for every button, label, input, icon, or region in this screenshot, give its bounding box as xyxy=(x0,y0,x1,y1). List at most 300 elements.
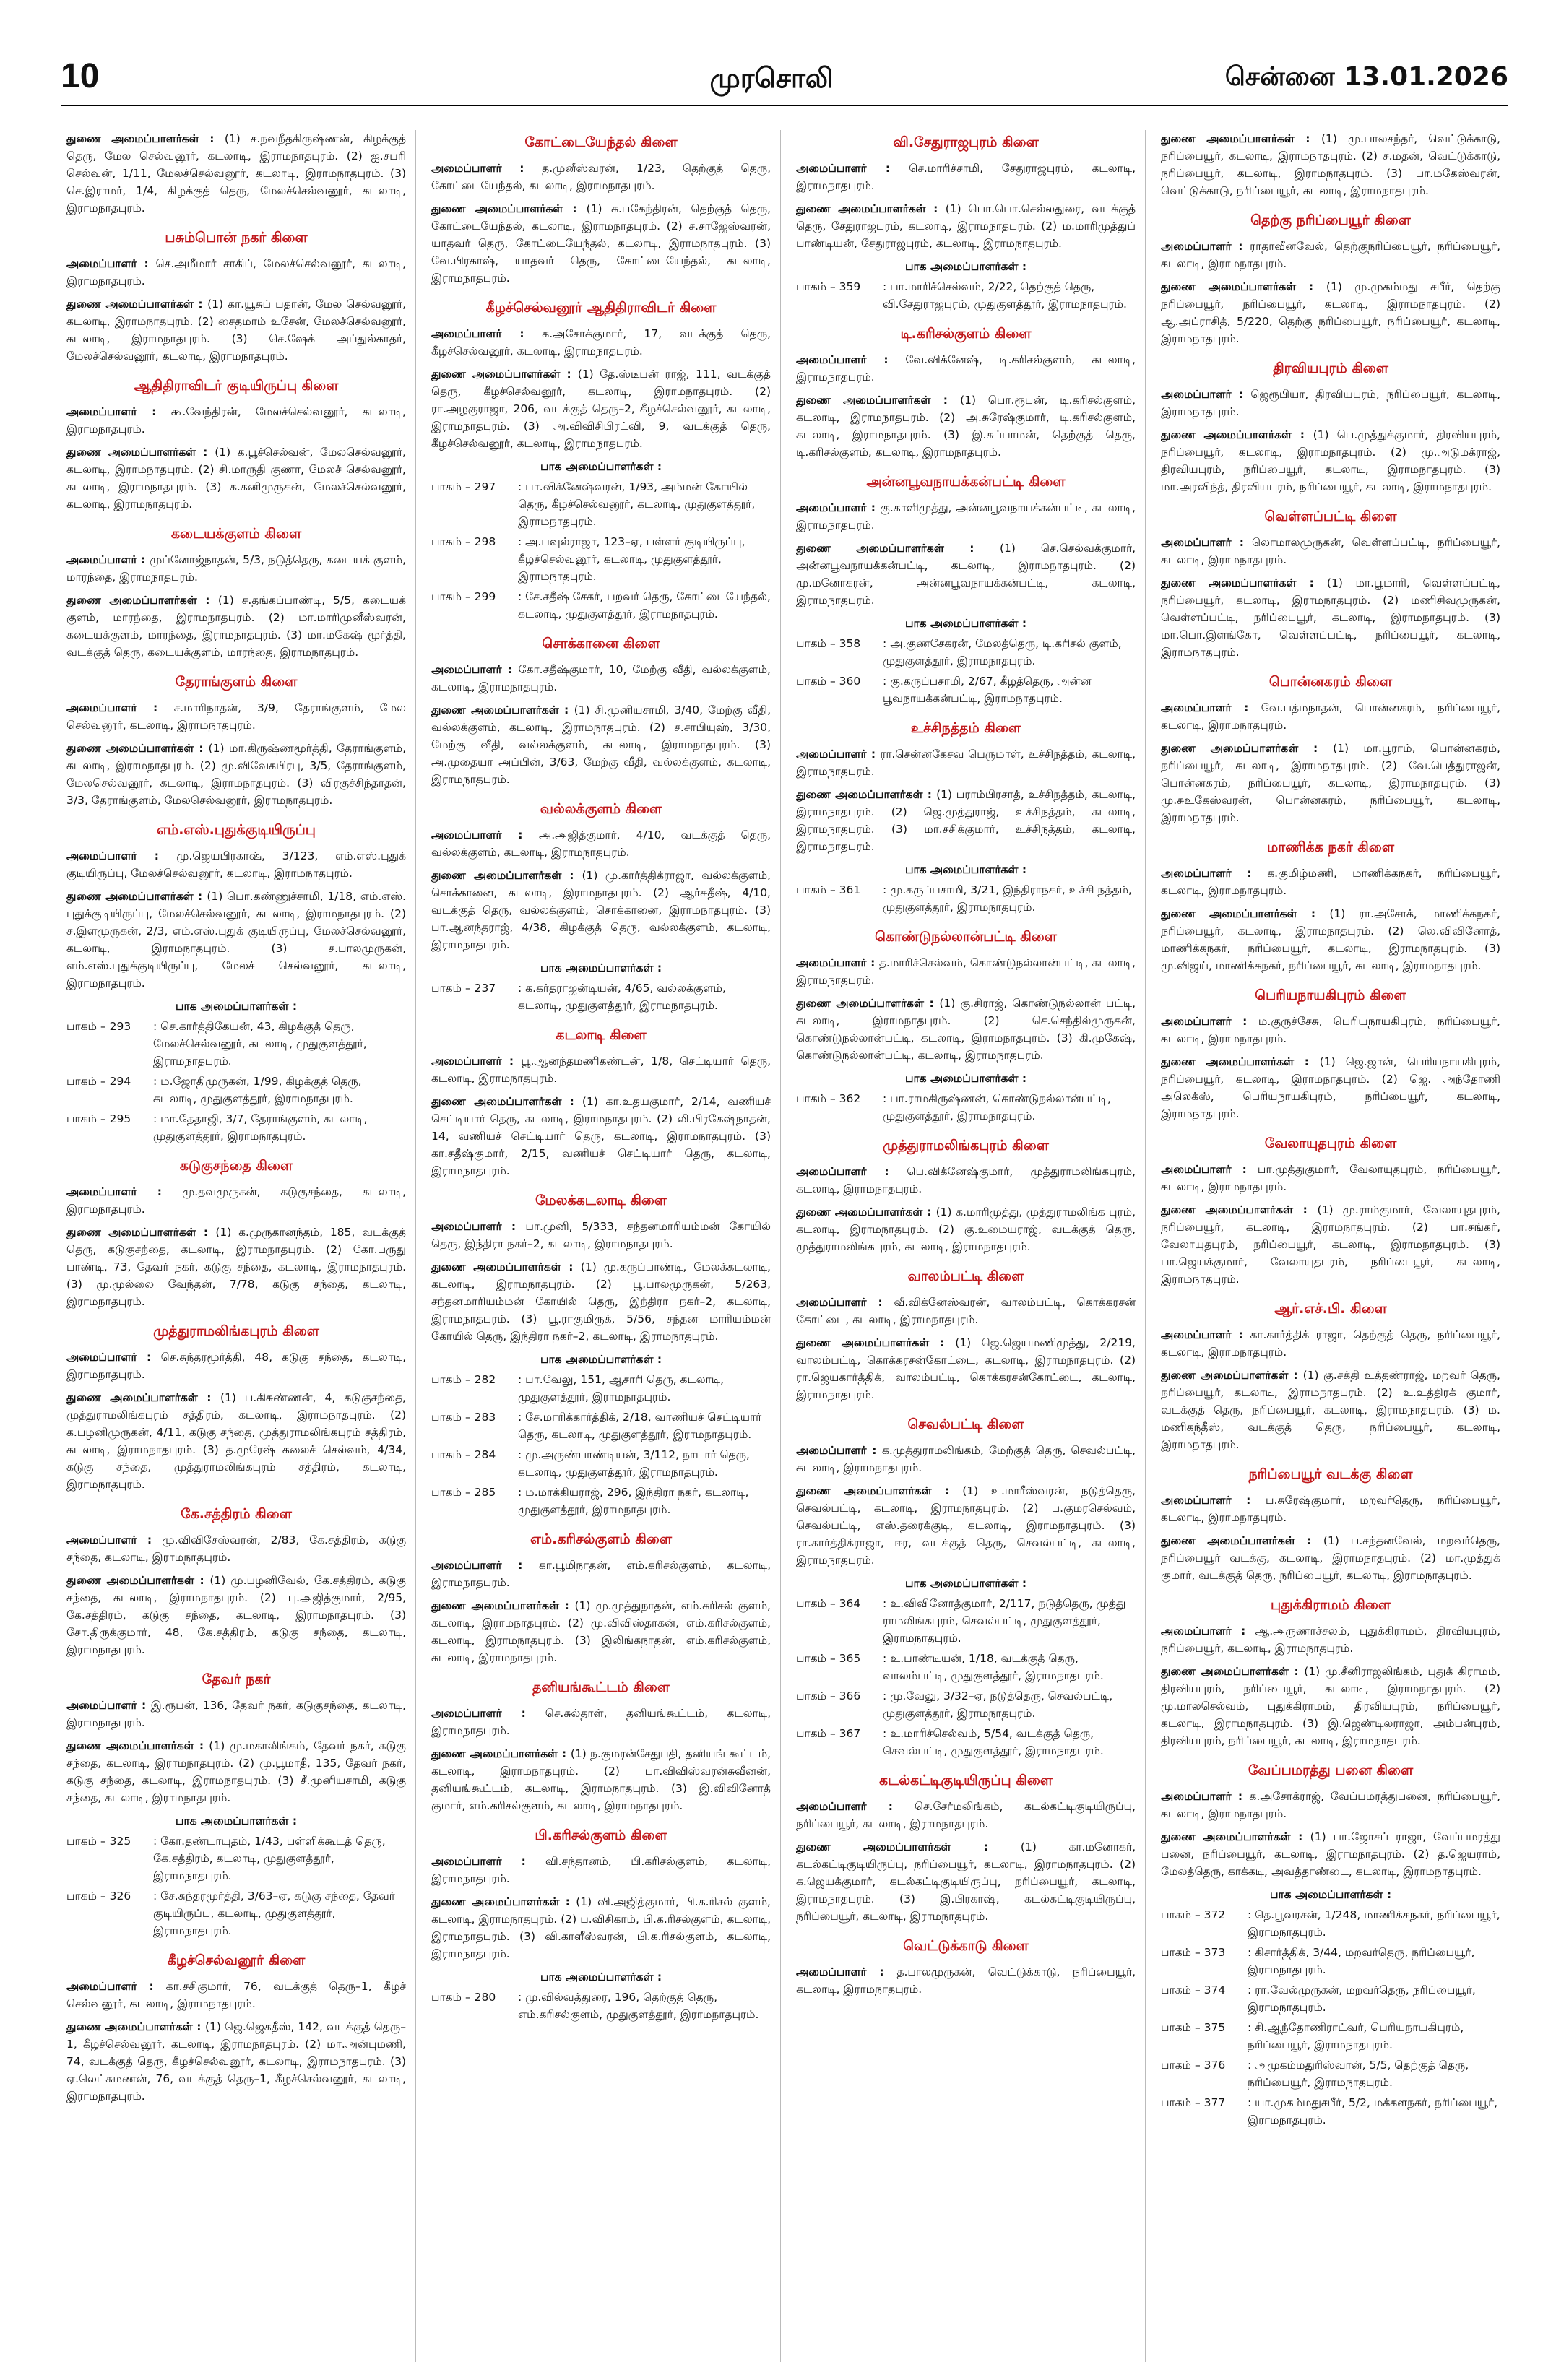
booth-agent: : பா.மாரிச்செல்வம், 2/22, தெற்குத் தெரு, வி.சேதுராஜபுரம், முதுகுளத்தூர், இராமநாதபுரம். xyxy=(883,280,1127,311)
deputies-names: (1) மு.கருப்பாண்டி, மேலக்கடலாடி, கடலாடி, இராமநாதபுரம். (2) பூ.பாலமுருகன், 5/263, சந்தனமாரியம்மன் கோயில் தெரு, இந்திரா நகர்–2, கடலாடி, இராமநாதபுரம். (3) பூ.ராகுமிருக், 5/56, சந்தன மாரியம்மன் கோயில் தெரு, இந்திரா நகர்–2, கடலாடி, இராமநாதபுரம். xyxy=(431,1260,771,1343)
branch-title: ஆர்.எச்.பி. கிளை xyxy=(1274,1301,1387,1317)
branch-block xyxy=(796,720,1136,916)
deputies-label: துணை அமைப்பாளர்கள் : xyxy=(1161,280,1326,293)
branch-block xyxy=(431,300,771,623)
deputies-label: துணை அமைப்பாளர்கள் : xyxy=(1161,1369,1303,1382)
leader-name: லொமாலமுருகன், வெள்ளப்பட்டி, நரிப்பையூர், கடலாடி, இராமநாதபுரம். xyxy=(1161,536,1500,566)
deputies-names: (1) பொ.கண்ணுச்சாமி, 1/18, எம்.எஸ். புதுக்குடியிருப்பு, மேலச்செல்வனூர், கடலாடி, இராமநாதபுரம். (2) ச.இளமுருகன், 2/3, எம்.எஸ்.புதுக் குடியிருப்பு, மேலச்செல்வனூர், கடலாடி, இராமநாதபுரம். (3) ச.பாலமுருகன், எம்.எஸ்.புதுக்குடியிருப்பு, மேலச் செல்வனூர், கடலாடி, இராமநாதபுரம். xyxy=(66,890,406,990)
deputies-label: துணை அமைப்பாளர்கள் : xyxy=(66,1226,216,1239)
booth-number: பாகம் – 297 xyxy=(431,480,496,493)
booth-agent: : சே.மாரிக்கார்த்திக், 2/18, வாணியச் செட்டியார் தெரு, கடலாடி, முதுகுளத்தூர், இராமநாதபுரம். xyxy=(518,1411,762,1441)
leader-label: அமைப்பாளர் : xyxy=(431,1559,539,1572)
leader-name: க.அசோக்குமார், 17, வடக்குத் தெரு, கீழச்செல்வனூர், கடலாடி, இராமநாதபுரம். xyxy=(431,327,771,358)
leader-entry xyxy=(431,1218,771,1252)
branch-block xyxy=(431,1827,771,2023)
leader-label: அமைப்பாளர் : xyxy=(796,1965,897,1978)
deputies-names: (1) மு.சீனிராஜலிங்கம், புதுக் கிராமம், திரவியபுரம், நரிப்பையூர், கடலாடி, இராமநாதபுரம். (2) மு.மாலசெல்வம், புதுக்கிராமம், திரவியபுரம், நரிப்பையூர், கடலாடி, இராமநாதபுரம். (3) இ.ஜெண்டிலராஜா, அம்பன்புரம், திரவியபுரம், நரிப்பையூர், கடலாடி, இராமநாதபுரம். xyxy=(1161,1665,1500,1747)
leader-label: அமைப்பாளர் : xyxy=(1161,1624,1255,1637)
leader-name: க.குமிழ்மணி, மாணிக்கநகர், நரிப்பையூர், கடலாடி, இராமநாதபுரம். xyxy=(1161,867,1500,897)
branch-block xyxy=(431,1679,771,1814)
booth-agent: : பா.வேலு, 151, ஆசாரி தெரு, கடலாடி, முதுகுளத்தூர், இராமநாதபுரம். xyxy=(518,1373,725,1403)
leader-name: வே.விக்னேஷ், டி.கரிசல்குளம், கடலாடி, இராமநாதபுரம். xyxy=(796,353,1136,384)
booth-entry xyxy=(431,1484,771,1518)
leader-label: அமைப்பாளர் : xyxy=(66,1980,166,1993)
deputies-label: துணை அமைப்பாளர்கள் : xyxy=(796,788,937,801)
leader-entry xyxy=(431,661,771,696)
leader-name: பூ.ஆனந்தமணிகண்டன், 1/8, செட்டியார் தெரு, கடலாடி, இராமநாதபுரம். xyxy=(431,1055,771,1085)
branch-title: சொக்கானை கிளை xyxy=(542,636,660,652)
leader-label: அமைப்பாளர் : xyxy=(431,1707,545,1720)
branch-block xyxy=(66,378,406,513)
branch-title: பி.கரிசல்குளம் கிளை xyxy=(535,1827,667,1843)
branch-title: கீழச்செல்வனூர் ஆதிதிராவிடர் கிளை xyxy=(485,300,717,316)
leader-name: பா.முனி, 5/333, சந்தனமாரியம்மன் கோயில் தெரு, இந்திரா நகர்–2, கடலாடி, இராமநாதபுரம். xyxy=(431,1220,771,1250)
deputies-label: துணை அமைப்பாளர்கள் : xyxy=(796,542,1000,555)
deputies-label: துணை அமைப்பாளர்கள் : xyxy=(1161,1534,1323,1547)
leader-name: கோ.சதீஷ்குமார், 10, மேற்கு வீதி, வல்லக்குளம், கடலாடி, இராமநாதபுரம். xyxy=(431,663,771,693)
leader-label: அமைப்பாளர் : xyxy=(66,257,156,270)
leader-entry xyxy=(431,1052,771,1087)
booth-number: பாகம் – 364 xyxy=(796,1597,861,1610)
leader-label: அமைப்பாளர் : xyxy=(66,1185,183,1198)
leader-entry xyxy=(1161,534,1500,568)
leader-name: மு.விவிசேஸ்வரன், 2/83, கே.சத்திரம், கடுகு சந்தை, கடலாடி, இராமநாதபுரம். xyxy=(66,1533,406,1564)
branch-title: வெட்டுக்காடு கிளை xyxy=(903,1938,1029,1954)
branch-block xyxy=(66,1671,406,1939)
leader-entry xyxy=(796,1294,1136,1328)
dateline: சென்னை 13.01.2026 xyxy=(1224,62,1508,92)
booth-number: பாகம் – 375 xyxy=(1161,2021,1226,2034)
branch-title: உச்சிநத்தம் கிளை xyxy=(910,720,1021,736)
leader-entry xyxy=(431,1705,771,1739)
booth-number: பாகம் – 374 xyxy=(1161,1983,1226,1996)
booth-agent: : மா.தேதாஜி, 3/7, தேராங்குளம், கடலாடி, முதுகுளத்தூர், இராமநாதபுரம். xyxy=(153,1112,368,1143)
branch-block xyxy=(1161,1301,1500,1453)
booth-entry xyxy=(796,881,1136,916)
booth-entry xyxy=(796,1725,1136,1760)
deputies-entry xyxy=(796,995,1136,1064)
booth-agent: : கு.கருப்பசாமி, 2/67, கீழத்தெரு, அன்ன பூவநாயக்கன்பட்டி, இராமநாதபுரம். xyxy=(883,675,1092,705)
leader-name: முப்னோஜ்நாதன், 5/3, நடுத்தெரு, கடையக் குளம், மாரந்தை, இராமநாதபுரம். xyxy=(66,553,406,584)
booth-agent: : ம.மாக்கியராஜ், 296, இந்திரா நகர், கடலாடி, முதுகுளத்தூர், இராமநாதபுரம். xyxy=(518,1486,749,1516)
booth-number: பாகம் – 360 xyxy=(796,675,861,688)
booth-number: பாகம் – 362 xyxy=(796,1092,861,1105)
branch-title: எம்.கரிசல்குளம் கிளை xyxy=(530,1531,672,1547)
booth-heading: பாக அமைப்பாளர்கள் : xyxy=(904,617,1027,630)
branch-title: தெற்கு நரிப்பையூர் கிளை xyxy=(1250,212,1411,228)
leader-label: அமைப்பாளர் : xyxy=(66,849,177,862)
deputies-entry xyxy=(1161,1663,1500,1749)
branch-title: கீழச்செல்வனூர் கிளை xyxy=(167,1952,306,1968)
booth-agent: : பா.விக்னேஷ்வரன், 1/93, அம்மன் கோயில் தெரு, கீழச்செல்வனூர், கடலாடி, முதுகுளத்தூர், இராமநாதபுரம். xyxy=(518,480,756,528)
branch-block xyxy=(796,1138,1136,1255)
deputies-entry xyxy=(431,1093,771,1180)
deputies-entry xyxy=(66,1224,406,1310)
leader-label: அமைப்பாளர் : xyxy=(796,1296,894,1309)
leader-entry xyxy=(66,847,406,882)
leader-name: ச.மாரிநாதன், 3/9, தேராங்குளம், மேல செல்வனூர், கடலாடி, இராமநாதபுரம். xyxy=(66,701,406,732)
deputies-label: துணை அமைப்பாளர்கள் : xyxy=(431,1260,581,1273)
leader-label: அமைப்பாளர் : xyxy=(1161,1790,1250,1803)
deputies-names: (1) க.முருகானந்தம், 185, வடக்குத் தெரு, கடுகுசந்தை, கடலாடி, இராமநாதபுரம். (2) கோ.பருது பாண்டி, 73, தேவர் நகர், கடுகு சந்தை, கடலாடி, இராமநாதபுரம். (3) மு.முல்லை வேந்தன், 7/78, கடுகு சந்தை, கடலாடி, இராமநாதபுரம். xyxy=(66,1226,406,1308)
deputies-names: (1) மா.கிருஷ்ணமூர்த்தி, தேராங்குளம், கடலாடி, இராமநாதபுரம். (2) மு.விவேகபிரபு, 3/5, தேராங்குளம், மேலசெல்வனூர், கடலாடி, இராமநாதபுரம். (3) விரகுச்சிந்தாதன், 3/3, தேராங்குளம், மேலசெல்வனூர், இராமநாதபுரம். xyxy=(66,742,406,807)
leader-name: கு.காளிமுத்து, அன்னபூவநாயக்கன்பட்டி, கடலாடி, இராமநாதபுரம். xyxy=(796,501,1136,532)
branch-block xyxy=(66,674,406,809)
leader-label: அமைப்பாளர் : xyxy=(1161,1163,1258,1176)
deputies-label: துணை அமைப்பாளர்கள் : xyxy=(66,594,218,607)
leader-entry xyxy=(1161,1326,1500,1361)
booth-agent: : செ.கார்த்திகேயன், 43, கிழக்குத் தெரு, மேலச்செல்வனூர், கடலாடி, முதுகுளத்தூர், இராமநாதபுரம். xyxy=(153,1020,367,1068)
booth-number: பாகம் – 294 xyxy=(66,1075,131,1088)
branch-block xyxy=(796,326,1136,461)
leader-label: அமைப்பாளர் : xyxy=(431,1055,522,1068)
deputies-label: துணை அமைப்பாளர்கள் : xyxy=(796,1840,1021,1853)
leader-entry xyxy=(1161,386,1500,420)
branch-block xyxy=(66,1952,406,2105)
booth-number: பாகம் – 237 xyxy=(431,982,496,995)
leader-label: அமைப்பாளர் : xyxy=(66,1533,163,1546)
deputies-label: துணை அமைப்பாளர்கள் : xyxy=(66,2020,205,2033)
leader-entry xyxy=(1161,1161,1500,1195)
deputies-entry xyxy=(796,1838,1136,1925)
booth-heading: பாக அமைப்பாளர்கள் : xyxy=(904,863,1027,876)
deputies-entry xyxy=(796,786,1136,855)
leader-name: பா.முத்துகுமார், வேலாயுதபுரம், நரிப்பையூர், கடலாடி, இராமநாதபுரம். xyxy=(1161,1163,1500,1193)
leader-name: செ.மாரிச்சாமி, சேதுராஜபுரம், கடலாடி, இராமநாதபுரம். xyxy=(796,162,1136,192)
deputies-entry xyxy=(1161,278,1500,347)
deputies-entry xyxy=(431,867,771,953)
leader-entry xyxy=(1161,865,1500,899)
deputies-entry xyxy=(1161,1367,1500,1453)
booth-agent: : கிசார்த்திக், 3/44, மறவர்தெரு, நரிப்பையூர், இராமநாதபுரம். xyxy=(1248,1946,1475,1976)
deputies-entry xyxy=(431,1893,771,1963)
leader-name: செ.சுந்தரமூர்த்தி, 48, கடுகு சந்தை, கடலாடி, இராமநாதபுரம். xyxy=(66,1351,406,1381)
booth-entry xyxy=(1161,2019,1500,2054)
leader-label: அமைப்பாளர் : xyxy=(431,828,540,841)
deputies-label: துணை அமைப்பாளர்கள் : xyxy=(66,446,215,459)
leader-entry xyxy=(1161,238,1500,272)
booth-entry xyxy=(431,1446,771,1481)
leader-entry xyxy=(796,1442,1136,1476)
branch-title: மேலக்கடலாடி கிளை xyxy=(535,1193,667,1208)
leader-name: கா.பூமிநாதன், எம்.கரிசல்குளம், கடலாடி, இராமநாதபுரம். xyxy=(431,1559,771,1589)
branch-block xyxy=(66,1506,406,1658)
deputies-label: துணை அமைப்பாளர்கள் : xyxy=(431,1747,571,1760)
deputies-label: துணை அமைப்பாளர்கள் : xyxy=(431,202,587,215)
newspaper-name: முரசொலி xyxy=(709,62,834,94)
leader-name: ராதாவீனவேல், தெற்குநரிப்பையூர், நரிப்பையூர், கடலாடி, இராமநாதபுரம். xyxy=(1161,240,1500,270)
branch-title: கடலாடி கிளை xyxy=(556,1027,647,1043)
deputies-names: (1) மு.பழனிவேல், கே.சத்திரம், கடுகு சந்தை, கடலாடி, இராமநாதபுரம். (2) பு.அஜித்குமார், 2/95, கே.சத்திரம், கடுகு சந்தை, கடலாடி, இராமநாதபுரம். (3) சோ.திருக்குமார், 48, கே.சத்திரம், கடுகு சந்தை, கடலாடி, இராமநாதபுரம். xyxy=(66,1574,406,1656)
leader-label: அமைப்பாளர் : xyxy=(66,1699,151,1712)
branch-title: கடையக்குளம் கிளை xyxy=(170,526,302,542)
branch-block xyxy=(796,1773,1136,1925)
deputies-names: (1) ந.குமரன்சேதுபதி, தனியங் கூட்டம், கடலாடி, இராமநாதபுரம். (2) பா.விவிஸ்வரன்சுவீனன், தனியங்கூட்டம், கடலாடி, இராமநாதபுரம். (3) இ.விவினோத் குமார், எம்.கரிசல்குளம், கடலாடி, இராமநாதபுரம். xyxy=(431,1747,771,1812)
deputies-label: துணை அமைப்பாளர்கள் : xyxy=(796,202,946,215)
deputies-label: துணை அமைப்பாளர்கள் : xyxy=(1161,428,1313,441)
deputies-entry xyxy=(66,295,406,365)
booth-number: பாகம் – 377 xyxy=(1161,2096,1226,2109)
leader-label: அமைப்பாளர் : xyxy=(1161,1494,1266,1507)
branch-block xyxy=(1161,1597,1500,1749)
leader-name: த.முனீஸ்வரன், 1/23, தெற்குத் தெரு, கோட்டையேந்தல், கடலாடி, இராமநாதபுரம். xyxy=(431,162,771,192)
deputies-names: (1) மு.முகம்மது சபீர், தெற்கு நரிப்பையூர், நரிப்பையூர், கடலாடி, இராமநாதபுரம். (2) ஆ.அப்ராசித், 5/220, தெற்கு நரிப்பையூர், நரிப்பையூர், கடலாடி, இராமநாதபுரம். xyxy=(1161,280,1500,345)
leader-label: அமைப்பாளர் : xyxy=(796,1165,907,1178)
deputies-entry xyxy=(66,1572,406,1658)
deputies-entry xyxy=(66,1737,406,1806)
branch-block xyxy=(66,1158,406,1310)
booth-entry xyxy=(431,979,771,1014)
branch-block xyxy=(1161,509,1500,661)
booth-agent: : மு.அருண்பாண்டியன், 3/112, நாடார் தெரு, கடலாடி, முதுகுளத்தூர், இராமநாதபுரம். xyxy=(518,1448,750,1479)
branch-title: ஆதிதிராவிடர் குடியிருப்பு கிளை xyxy=(134,378,339,394)
header-rule xyxy=(61,105,1508,106)
booth-number: பாகம் – 284 xyxy=(431,1448,496,1461)
leader-entry xyxy=(796,1963,1136,1998)
leader-label: அமைப்பாளர் : xyxy=(431,663,519,676)
deputies-label: துணை அமைப்பாளர்கள் : xyxy=(1161,1665,1305,1678)
booth-entry xyxy=(1161,1906,1500,1941)
leader-label: அமைப்பாளர் : xyxy=(796,1444,883,1457)
deputies-label: துணை அமைப்பாளர்கள் : xyxy=(796,394,961,407)
deputies-entry xyxy=(1161,1828,1500,1880)
deputies-names: (1) ஜெ.ஜெயமணிமுத்து, 2/219, வாலம்பட்டி, கொக்கரசன்கோட்டை, கடலாடி, இராமநாதபுரம். (2) ரா.ஜெயகார்த்திக், வாலம்பட்டி, கொக்கரசன்கோட்டை, கடலாடி, இராமநாதபுரம். xyxy=(796,1336,1136,1401)
leader-name: வீ.விக்னேஸ்வரன், வாலம்பட்டி, கொக்கரசன் கோட்டை, கடலாடி, இராமநாதபுரம். xyxy=(796,1296,1136,1326)
leader-entry xyxy=(1161,1622,1500,1657)
deputies-label: துணை அமைப்பாளர்கள் : xyxy=(431,1895,576,1908)
branch-title: முத்துராமலிங்கபுரம் கிளை xyxy=(153,1323,319,1339)
booth-number: பாகம் – 366 xyxy=(796,1689,861,1702)
deputies-entry xyxy=(1161,1201,1500,1288)
deputies-entry xyxy=(796,540,1136,609)
booth-agent: : அமுகம்மதுரிஸ்வான், 5/5, தெற்குத் தெரு, நரிப்பையூர், இராமநாதபுரம். xyxy=(1248,2059,1469,2089)
leader-name: வே.பத்மநாதன், பொன்னகரம், நரிப்பையூர், கடலாடி, இராமநாதபுரம். xyxy=(1161,701,1500,732)
deputies-names: (1) கு.சிராஜ், கொண்டுநல்லான் பட்டி, கடலாடி, இராமநாதபுரம். (2) செ.செந்தில்முருகன், கொண்டுநல்லான்பட்டி, கடலாடி, இராமநாதபுரம். (3) கி.முகேஷ், கொண்டுநல்லான்பட்டி, கடலாடி, இராமநாதபுரம். xyxy=(796,997,1136,1062)
booth-number: பாகம் – 372 xyxy=(1161,1908,1226,1921)
leader-entry xyxy=(1161,1013,1500,1047)
booth-agent: : ம.ஜோதிமுருகன், 1/99, கிழக்குத் தெரு, கடலாடி, முதுகுளத்தூர், இராமநாதபுரம். xyxy=(153,1075,362,1105)
deputies-names: (1) மு.கார்த்திக்ராஜா, வல்லக்குளம், சொக்கானை, கடலாடி, இராமநாதபுரம். (2) ஆர்சுதீஷ், 4/10, வடக்குத் தெரு, வல்லக்குளம், சொக்கானை, இராமநாதபுரம். (3) பா.ஆனந்தராஜ், 4/38, கிழக்குத் தெரு, வல்லக்குளம், கடலாடி, இராமநாதபுரம். xyxy=(431,869,771,951)
branch-title: எம்.எஸ்.புதுக்குடியிருப்பு xyxy=(157,822,316,838)
columns-area xyxy=(66,130,1508,2362)
booth-number: பாகம் – 299 xyxy=(431,590,496,603)
deputies-label: துணை அமைப்பாளர்கள் : xyxy=(66,1574,210,1587)
branch-block xyxy=(1161,130,1500,199)
deputies-entry xyxy=(1161,130,1500,199)
deputies-names: (1) உ.மாரீஸ்வரன், நடுத்தெரு, செவல்பட்டி, கடலாடி, இராமநாதபுரம். (2) ப.குமரசெல்வம், செவல்பட்டி, எஸ்.தரைக்குடி, கடலாடி, இராமநாதபுரம். (3) ரா.கார்த்திக்ராஜா, ஈர, வடக்குத் தெரு, செவல்பட்டி, கடலாடி, இராமநாதபுரம். xyxy=(796,1484,1136,1567)
booth-number: பாகம் – 280 xyxy=(431,1991,496,2004)
leader-entry xyxy=(66,1531,406,1566)
branch-block xyxy=(796,929,1136,1125)
branch-block xyxy=(1161,212,1500,347)
deputies-names: (1) செ.செல்வக்குமார், அன்னபூவநாயக்கன்பட்டி, கடலாடி, இராமநாதபுரம். (2) மு.மனோகரன், அன்னபூவநாயக்கன்பட்டி, கடலாடி, இராமநாதபுரம். xyxy=(796,542,1136,607)
leader-name: கா.சசிகுமார், 76, வடக்குத் தெரு–1, கீழச் செல்வனூர், கடலாடி, இராமநாதபுரம். xyxy=(66,1980,406,2010)
deputies-entry xyxy=(431,1745,771,1814)
leader-name: மு.ஜெயபிரகாஷ், 3/123, எம்.எஸ்.புதுக் குடியிருப்பு, மேலச்செல்வனூர், கடலாடி, இராமநாதபுரம். xyxy=(66,849,406,880)
deputies-entry xyxy=(66,2018,406,2105)
leader-label: அமைப்பாளர் : xyxy=(431,327,543,340)
booth-entry xyxy=(1161,1981,1500,2016)
deputies-entry xyxy=(796,200,1136,252)
leader-label: அமைப்பாளர் : xyxy=(1161,1015,1258,1028)
deputies-names: (1) மு.முத்துநாதன், எம்.கரிசல் குளம், கடலாடி, இராமநாதபுரம். (2) மு.விவிஸ்தாகன், எம்.கரிசல்குளம், கடலாடி, இராமநாதபுரம். (3) இலிங்கநாதன், எம்.கரிசல்குளம், கடலாடி, இராமநாதபுரம். xyxy=(431,1599,771,1664)
leader-entry xyxy=(66,1349,406,1383)
booth-number: பாகம் – 298 xyxy=(431,535,496,548)
booth-entry xyxy=(431,588,771,623)
booth-entry xyxy=(796,1090,1136,1125)
leader-name: ம.குருச்சேசு, பெரியநாயகிபுரம், நரிப்பையூர், கடலாடி, இராமநாதபுரம். xyxy=(1161,1015,1500,1045)
deputies-entry xyxy=(1161,1532,1500,1584)
branch-block xyxy=(431,636,771,788)
leader-name: ஆ.அருணாச்சலம், புதுக்கிராமம், திரவியபுரம், நரிப்பையூர், கடலாடி, இராமநாதபுரம். xyxy=(1161,1624,1500,1655)
deputies-names: (1) பராம்பிரசாத், உச்சிநத்தம், கடலாடி, இராமநாதபுரம். (2) ஜெ.முத்துராஜ், உச்சிநத்தம், கடலாடி, இராமநாதபுரம். (3) மா.சசிக்குமார், உச்சிநத்தம், கடலாடி, இராமநாதபுரம். xyxy=(796,788,1136,853)
booth-agent: : க.கர்தராஜன்டியன், 4/65, வல்லக்குளம், கடலாடி, முதுகுளத்தூர், இராமநாதபுரம். xyxy=(518,982,726,1012)
branch-block xyxy=(1161,839,1500,974)
leader-entry xyxy=(796,1163,1136,1198)
leader-label: அமைப்பாளர் : xyxy=(1161,867,1268,880)
deputies-entry xyxy=(66,592,406,661)
leader-name: ரா.சென்னகேசவ பெருமாள், உச்சிநத்தம், கடலாடி, இராமநாதபுரம். xyxy=(796,748,1136,778)
deputies-names: (1) ஜெ.ஜான், பெரியநாயகிபுரம், நரிப்பையூர், கடலாடி, இராமநாதபுரம். (2) ஜெ. அந்தோணி அலெக்ஸ், பெரியநாயகிபுரம், நரிப்பையூர், கடலாடி, இராமநாதபுரம். xyxy=(1161,1055,1500,1120)
leader-label: அமைப்பாளர் : xyxy=(431,1220,526,1233)
booth-entry xyxy=(431,478,771,530)
booth-number: பாகம் – 295 xyxy=(66,1112,131,1125)
deputies-entry xyxy=(1161,905,1500,974)
booth-entry xyxy=(796,1650,1136,1684)
booth-number: பாகம் – 325 xyxy=(66,1835,131,1848)
branch-title: திரவியபுரம் கிளை xyxy=(1273,360,1388,376)
deputies-names: (1) க.பூச்செல்வன், மேலசெல்வனூர், கடலாடி, இராமநாதபுரம். (2) சி.மாருதி குணா, மேலச் செல்வனூர், கடலாடி, இராமநாதபுரம். (3) க.கனிமுருகன், மேலச்செல்வனூர், கடலாடி, இராமநாதபுரம். xyxy=(66,446,406,511)
leader-entry xyxy=(1161,1492,1500,1526)
booth-agent: : உ.விவினோத்குமார், 2/117, நடுத்தெரு, முத்து ராமலிங்கபுரம், செவல்பட்டி, முதுகுளத்தூர், இராமநாதபுரம். xyxy=(883,1597,1126,1645)
booth-agent: : மு.வேலு, 3/32–ஏ, நடுத்தெரு, செவல்பட்டி, முதுகுளத்தூர், இராமநாதபுரம். xyxy=(883,1689,1113,1720)
branch-title: கோட்டையேந்தல் கிளை xyxy=(524,134,678,150)
booth-heading: பாக அமைப்பாளர்கள் : xyxy=(540,460,662,473)
text-column xyxy=(1161,130,1500,2362)
leader-entry xyxy=(1161,1788,1500,1822)
leader-entry xyxy=(66,1978,406,2012)
booth-agent: : மு.வில்வத்துரை, 196, தெற்குத் தெரு, எம்.கரிசல்குளம், முதுகுளத்தூர், இராமநாதபுரம். xyxy=(518,1991,759,2021)
deputies-entry xyxy=(1161,574,1500,661)
booth-entry xyxy=(431,1408,771,1443)
booth-agent: : தெ.பூவரசன், 1/248, மாணிக்கநகர், நரிப்பையூர், இராமநாதபுரம். xyxy=(1248,1908,1500,1939)
branch-block xyxy=(796,1416,1136,1760)
booth-number: பாகம் – 293 xyxy=(66,1020,131,1033)
branch-block xyxy=(66,1323,406,1493)
booth-entry xyxy=(431,533,771,585)
booth-agent: : உ.பாண்டியன், 1/18, வடக்குத் தெரு, வாலம்பட்டி, முதுகுளத்தூர், இராமநாதபுரம். xyxy=(883,1652,1104,1682)
branch-title: தேராங்குளம் கிளை xyxy=(175,674,298,690)
leader-name: க.அசோக்ராஜ், வேப்பமரத்துபனை, நரிப்பையூர், கடலாடி, இராமநாதபுரம். xyxy=(1161,1790,1500,1820)
leader-label: அமைப்பாளர் : xyxy=(1161,536,1253,549)
deputies-label: துணை அமைப்பாளர்கள் : xyxy=(66,132,225,145)
deputies-label: துணை அமைப்பாளர்கள் : xyxy=(1161,576,1327,589)
booth-heading: பாக அமைப்பாளர்கள் : xyxy=(175,1000,298,1013)
deputies-entry xyxy=(796,391,1136,461)
leader-entry xyxy=(796,1798,1136,1832)
branch-block xyxy=(1161,1135,1500,1288)
branch-title: வாலம்பட்டி கிளை xyxy=(907,1268,1024,1284)
booth-entry xyxy=(66,1832,406,1884)
leader-label: அமைப்பாளர் : xyxy=(66,701,174,714)
branch-title: வேப்பமரத்து பனை கிளை xyxy=(1248,1762,1414,1778)
branch-title: பெரியநாயகிபுரம் கிளை xyxy=(1255,987,1406,1003)
deputies-names: (1) ச.தங்கப்பாண்டி, 5/5, கடையக் குளம், மாரந்தை, இராமநாதபுரம். (2) மா.மாரிமுனீஸ்வரன், கடையக்குளம், மாரந்தை, இராமநாதபுரம். (3) மா.மகேஷ் மூர்த்தி, வடக்குத் தெரு, கடையக்குளம், மாரந்தை, இராமநாதபுரம். xyxy=(66,594,406,659)
branch-title: பசும்பொன் நகர் கிளை xyxy=(165,230,308,246)
branch-block xyxy=(66,230,406,365)
booth-heading: பாக அமைப்பாளர்கள் : xyxy=(540,1353,662,1366)
booth-heading: பாக அமைப்பாளர்கள் : xyxy=(904,1577,1027,1590)
deputies-names: (1) க.பகேந்திரன், தெற்குத் தெரு, கோட்டையேந்தல், கடலாடி, இராமநாதபுரம். (2) ச.சாஜேஸ்வரன், யாதவர் தெரு, கோட்டையேந்தல், கடலாடி, இராமநாதபுரம். (3) வே.பிரகாஷ், யாதவர் தெரு, கோட்டையேந்தல், கடலாடி, இராமநாதபுரம். xyxy=(431,202,771,285)
deputies-names: (1) மா.பூராம், பொன்னகரம், நரிப்பையூர், கடலாடி, இராமநாதபுரம். (2) வே.பெத்துராஜன், பொன்னகரம், நரிப்பையூர், கடலாடி, இராமநாதபுரம். (3) மு.சுஉகேஸ்வரன், பொன்னகரம், நரிப்பையூர், கடலாடி, இராமநாதபுரம். xyxy=(1161,742,1500,824)
branch-title: டி.கரிசல்குளம் கிளை xyxy=(900,326,1032,342)
deputies-entry xyxy=(431,1597,771,1666)
booth-agent: : சே.சுந்தரமூர்த்தி, 3/63–ஏ, கடுகு சந்தை, தேவர் குடியிருப்பு, கடலாடி, முதுகுளத்தூர், இராமநாதபுரம். xyxy=(153,1890,395,1937)
deputies-names: (1) கு.சக்தி உத்தண்ராஜ், மறவர் தெரு, நரிப்பையூர், கடலாடி, இராமநாதபுரம். (2) உ.உத்திரக் குமார், வடக்குத் தெரு, நரிப்பையூர், கடலாடி, இராமநாதபுரம். (3) ம. மணிகந்தீஸ், வடக்குத் தெரு, நரிப்பையூர், கடலாடி, இராமநாதபுரம். xyxy=(1161,1369,1500,1451)
deputies-label: துணை அமைப்பாளர்கள் : xyxy=(1161,1203,1318,1216)
leader-name: பெ.விக்னேஷ்குமார், முத்துராமலிங்கபுரம், கடலாடி, இராமநாதபுரம். xyxy=(796,1165,1136,1195)
leader-entry xyxy=(796,160,1136,194)
deputies-label: துணை அமைப்பாளர்கள் : xyxy=(796,1484,963,1497)
booth-entry xyxy=(66,1073,406,1107)
branch-title: கே.சத்திரம் கிளை xyxy=(181,1506,292,1522)
deputies-names: (1) கா.மனோகர், கடல்கட்டிகுடியிருப்பு, நரிப்பையூர், கடலாடி, இராமநாதபுரம். (2) க.ஜெயக்குமார், கடல்கட்டிகுடியிருப்பு, நரிப்பையூர், கடலாடி, இராமநாதபுரம். (3) இ.பிரகாஷ், கடல்கட்டிகுடியிருப்பு, நரிப்பையூர், கடலாடி, இராமநாதபுரம். xyxy=(796,1840,1136,1923)
booth-entry xyxy=(796,278,1136,313)
leader-name: செ.அமீமார் சாகிப், மேலச்செல்வனூர், கடலாடி, இராமநாதபுரம். xyxy=(66,257,406,287)
deputies-names: (1) மு.பாலசந்தர், வெட்டுக்காடு, நரிப்பையூர், கடலாடி, இராமநாதபுரம். (2) ச.மதன், வெட்டுக்காடு, நரிப்பையூர், கடலாடி, இராமநாதபுரம். (3) பா.மகேஸ்வரன், வெட்டுக்காடு, நரிப்பையூர், கடலாடி, இராமநாதபுரம். xyxy=(1161,132,1500,197)
deputies-names: (1) சி.முனியசாமி, 3/40, மேற்கு வீதி, வல்லக்குளம், கடலாடி, இராமநாதபுரம். (2) ச.சாபியுஹ், 3/30, மேற்கு வீதி, வல்லக்குளம், கடலாடி, இராமநாதபுரம். (3) அ.முதையா அப்பின், 3/63, மேற்கு வீதி, வல்லக்குளம், கடலாடி, இராமநாதபுரம். xyxy=(431,704,771,786)
deputies-label: துணை அமைப்பாளர்கள் : xyxy=(66,1739,209,1752)
leader-label: அமைப்பாளர் : xyxy=(1161,240,1250,253)
deputies-entry xyxy=(431,200,771,287)
booth-agent: : சி.ஆந்தோணிராட்வர், பெரியநாயகிபுரம், நரிப்பையூர், இராமநாதபுரம். xyxy=(1248,2021,1464,2051)
leader-name: செ.சேர்மலிங்கம், கடல்கட்டிகுடியிருப்பு, நரிப்பையூர், கடலாடி, இராமநாதபுரம். xyxy=(796,1800,1136,1830)
leader-name: வி.சந்தானம், பி.கரிசல்குளம், கடலாடி, இராமநாதபுரம். xyxy=(431,1855,771,1885)
booth-number: பாகம் – 367 xyxy=(796,1727,861,1740)
branch-block xyxy=(1161,674,1500,826)
text-column xyxy=(796,130,1136,2362)
booth-number: பாகம் – 365 xyxy=(796,1652,861,1665)
branch-title: வி.சேதுராஜபுரம் கிளை xyxy=(893,134,1039,150)
deputies-label: துணை அமைப்பாளர்கள் : xyxy=(66,298,208,311)
leader-name: அ.அஜித்குமார், 4/10, வடக்குத் தெரு, வல்லக்குளம், கடலாடி, இராமநாதபுரம். xyxy=(431,828,771,859)
branch-title: முத்துராமலிங்கபுரம் கிளை xyxy=(883,1138,1049,1154)
branch-block xyxy=(66,822,406,1145)
branch-title: தனியங்கூட்டம் கிளை xyxy=(532,1679,670,1695)
branch-block xyxy=(1161,360,1500,496)
branch-block xyxy=(1161,1762,1500,2129)
leader-entry xyxy=(796,351,1136,386)
deputies-label: துணை அமைப்பாளர்கள் : xyxy=(1161,742,1334,755)
booth-heading: பாக அமைப்பாளர்கள் : xyxy=(540,961,662,974)
deputies-label: துணை அமைப்பாளர்கள் : xyxy=(796,997,940,1010)
branch-block xyxy=(796,1268,1136,1403)
deputies-entry xyxy=(796,1203,1136,1255)
leader-name: கூ.வேந்திரன், மேலச்செல்வனூர், கடலாடி, இராமநாதபுரம். xyxy=(66,405,406,436)
leader-entry xyxy=(66,699,406,734)
deputies-entry xyxy=(66,130,406,217)
booth-number: பாகம் – 376 xyxy=(1161,2059,1226,2072)
deputies-label: துணை அமைப்பாளர்கள் : xyxy=(66,890,207,903)
deputies-label: துணை அமைப்பாளர்கள் : xyxy=(431,704,574,717)
leader-entry xyxy=(431,826,771,861)
page-number: 10 xyxy=(61,57,100,95)
deputies-entry xyxy=(431,1258,771,1345)
leader-entry xyxy=(66,1697,406,1731)
deputies-entry xyxy=(66,888,406,992)
deputies-names: (1) க.மாரிமுத்து, முத்துராமலிங்க புரம், கடலாடி, இராமநாதபுரம். (2) கு.உமையராஜ், வடக்குத் தெரு, முத்துராமலிங்கபுரம், கடலாடி, இராமநாதபுரம். xyxy=(796,1206,1136,1253)
deputies-label: துணை அமைப்பாளர்கள் : xyxy=(1161,1055,1320,1068)
